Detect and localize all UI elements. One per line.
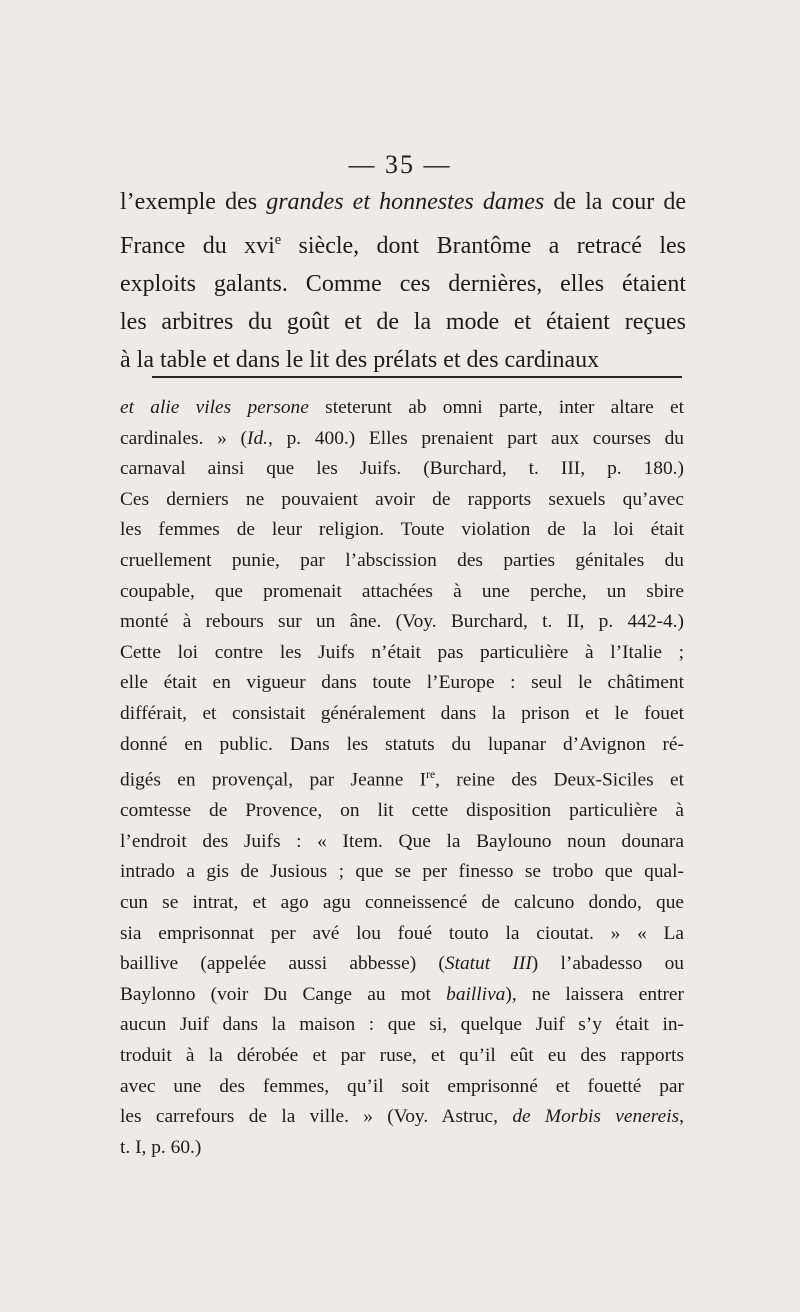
text-line: sia emprisonnat per avé lou foué touto la cioutat. » « La xyxy=(120,922,684,944)
text-line: les femmes de leur religion. Toute violation de la loi était xyxy=(120,519,684,541)
text-line: Baylonno (voir Du Cange au mot bailliva), ne laissera entrer xyxy=(120,983,684,1005)
text-line: à la table et dans le lit des prélats et des cardinaux xyxy=(120,347,600,373)
italic-text: bailliva xyxy=(446,983,506,1005)
italic-text: grandes et honnestes dames xyxy=(266,189,545,215)
text-line: l’exemple des grandes et honnestes dames de la cour de xyxy=(120,189,686,215)
body-text xyxy=(120,183,686,379)
text-line: coupable, que promenait attachées à une perche, un sbire xyxy=(120,580,684,602)
text-line: France du xvi$^e$ siècle, dont Brantôme a retracé les xyxy=(120,232,686,259)
text-line: les arbitres du goût et de la mode et étaient reçues xyxy=(120,309,686,335)
superscript-text: re xyxy=(426,768,436,782)
italic-text: Id. xyxy=(247,427,269,449)
text-line: troduit à la dérobée et par ruse, et qu’il eût eu des rapports xyxy=(120,1044,684,1066)
text-line: différait, et consistait généralement dans la prison et le fouet xyxy=(120,702,684,724)
italic-text: de Morbis venereis xyxy=(512,1106,680,1128)
text-line: les carrefours de la ville. » (Voy. Astruc, de Morbis venereis, xyxy=(120,1106,684,1128)
text-line: et alie viles persone steterunt ab omni parte, inter altare et xyxy=(120,397,685,418)
text-line: elle était en vigueur dans toute l’Europe : seul le châtiment xyxy=(120,672,684,694)
text-line: avec une des femmes, qu’il soit emprisonné et fouetté par xyxy=(120,1075,684,1097)
page-number: — 35 — xyxy=(348,150,452,179)
text-line: intrado a gis de Jusious ; que se per finesso se trobo que qual- xyxy=(120,861,684,883)
text-line: aucun Juif dans la maison : que si, quelque Juif s’y était in- xyxy=(120,1014,684,1036)
text-line: cardinales. » (Id., p. 400.) Elles prenaient part aux courses du xyxy=(120,427,684,449)
superscript-text: e xyxy=(274,232,282,248)
footnote-text xyxy=(120,393,684,1163)
text-line: l’endroit des Juifs : « Item. Que la Baylouno noun dounara xyxy=(120,830,684,852)
text-line: donné en public. Dans les statuts du lupanar d’Avignon ré- xyxy=(120,733,684,755)
text-line: Cette loi contre les Juifs n’était pas particulière à l’Italie ; xyxy=(120,641,684,663)
text-line: digés en provençal, par Jeanne Ire, reine des Deux-Siciles et xyxy=(120,768,684,791)
italic-text: Statut III xyxy=(444,953,532,975)
text-line: Ces derniers ne pouvaient avoir de rapports sexuels qu’avec xyxy=(120,488,684,510)
text-line: exploits galants. Comme ces dernières, elles étaient xyxy=(120,271,686,297)
text-line: cruellement punie, par l’abscission des parties génitales du xyxy=(120,549,684,571)
text-line: monté à rebours sur un âne. (Voy. Burchard, t. II, p. 442-4.) xyxy=(120,611,684,633)
footnote-separator-rule xyxy=(152,376,682,378)
text-line: cun se intrat, et ago agu conneissencé de calcuno dondo, que xyxy=(120,891,684,913)
text-line: baillive (appelée aussi abbesse) (Statut III) l’abadesso ou xyxy=(120,953,685,975)
text-line: t. I, p. 60.) xyxy=(120,1136,202,1158)
text-line: carnaval ainsi que les Juifs. (Burchard, t. III, p. 180.) xyxy=(120,458,684,480)
italic-text: et alie viles persone xyxy=(120,397,309,418)
text-line: comtesse de Provence, on lit cette disposition particulière à xyxy=(120,800,684,822)
